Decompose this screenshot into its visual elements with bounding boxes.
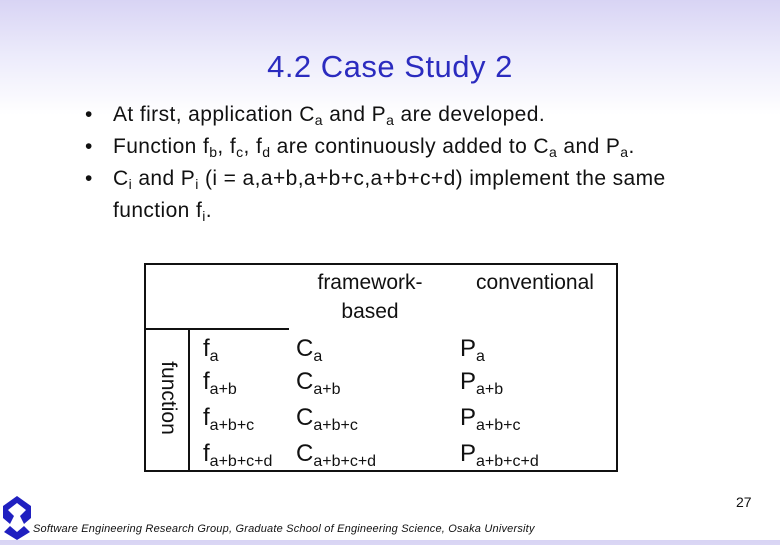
bullet-text: $C_i$ and $P_i$ (i = a,a+b,a+b+c,a+b+c+d) implement the same function $f_i$. (113, 167, 666, 224)
framework-cell: $C_{a+b}$ (296, 368, 341, 398)
university-logo-icon (0, 494, 34, 540)
bullet-item (85, 163, 725, 227)
footer-text: Software Engineering Research Group, Graduate School of Engineering Science, Osaka University (33, 523, 535, 535)
bullet-text: At first, application $C_a$ and $P_a$ are developed. (113, 103, 546, 128)
framework-cell: $C_a$ (296, 335, 323, 365)
framework-cell: $C_{a+b+c}$ (296, 404, 358, 434)
header-framework-based: framework-based (317, 271, 423, 323)
conventional-cell: $P_{a+b+c+d}$ (460, 440, 539, 470)
function-axis-label: function (157, 361, 180, 435)
conventional-cell: $P_{a+b}$ (460, 368, 504, 398)
conventional-cell: $P_{a+b+c}$ (460, 404, 521, 434)
function-cell: $f_{a+b+c+d}$ (203, 440, 273, 470)
function-cell: $f_{a+b}$ (203, 368, 237, 398)
slide-title: 4.2 Case Study 2 (267, 49, 513, 84)
bullet-text: Function $f_b$, $f_c$, $f_d$ are continuously added to $C_a$ and $P_a$. (113, 135, 635, 160)
bullet-dot-icon: • (85, 135, 93, 158)
function-cell: $f_{a+b+c}$ (203, 404, 255, 434)
bullet-list (85, 99, 725, 227)
bullet-dot-icon: • (85, 103, 93, 126)
table-axis-divider (188, 328, 190, 472)
bullet-item (85, 99, 725, 131)
bullet-item (85, 131, 725, 163)
conventional-cell: $P_a$ (460, 335, 485, 365)
table-header-divider (144, 328, 289, 330)
bullet-dot-icon: • (85, 167, 93, 190)
page-number: 27 (736, 494, 752, 510)
framework-cell: $C_{a+b+c+d}$ (296, 440, 377, 470)
header-conventional: conventional (476, 271, 594, 294)
function-cell: $f_a$ (203, 335, 219, 365)
